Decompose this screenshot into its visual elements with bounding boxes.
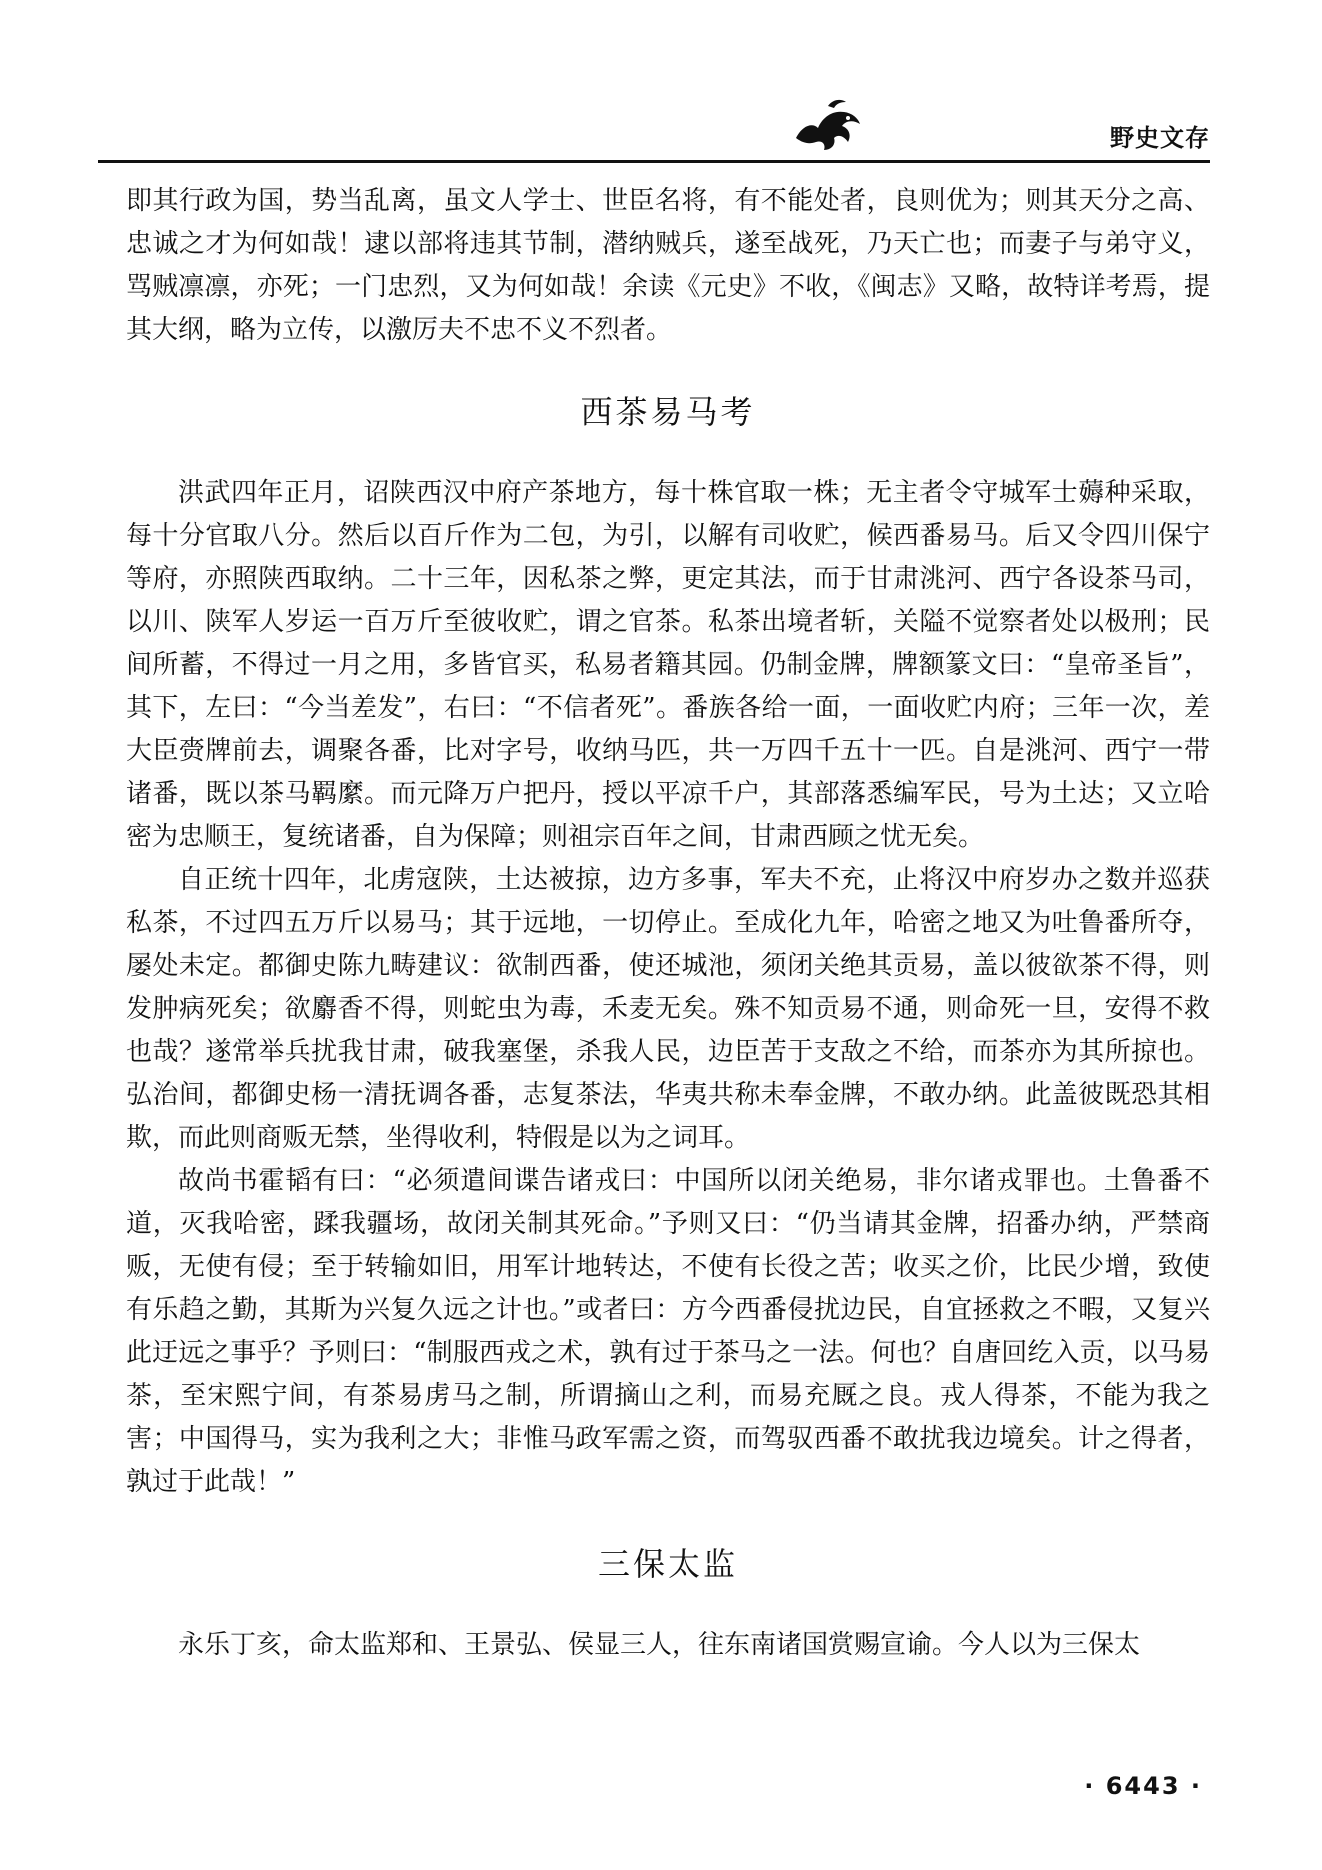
page-number: · 6443 · [1084, 1772, 1202, 1800]
main-text [126, 180, 1210, 1667]
header-rule [98, 160, 1210, 163]
page-header [98, 96, 1210, 156]
series-title: 野史文存 [1110, 124, 1210, 152]
intro-paragraph: 即其行政为国，势当乱离，虽文人学士、世臣名将，有不能处者，良则优为；则其天分之高、忠诚之才为何如哉！逮以部将违其节制，潜纳贼兵，遂至战死，乃天亡也；而妻子与弟守义，骂贼凛凛，亦死；一门忠烈，又为何如哉！余读《元史》不收，《闽志》又略，故特详考焉，提其大纲，略为立传，以激厉夫不忠不义不烈者。 [126, 186, 1210, 345]
section-title-sanbao: 三保太监 [597, 1545, 738, 1583]
section1-paragraph-3: 故尚书霍韬有曰：“必须遣间谍告诸戎曰：中国所以闭关绝易，非尔诸戎罪也。土鲁番不道，灭我哈密，蹂我疆场，故闭关制其死命。”予则又曰：“仍当请其金牌，招番办纳，严禁商贩，无使有侵；至于转输如旧，用军计地转达，不使有长役之苦；收买之价，比民少增，致使有乐趋之勤，其斯为兴复久远之计也。”或者曰：方今西番侵扰边民，自宜拯救之不暇，又复兴此迂远之事乎？予则曰：“制服西戎之术，孰有过于茶马之一法。何也？自唐回纥入贡，以马易茶，至宋熙宁间，有茶易虏马之制，所谓摘山之利，而易充厩之良。戎人得茶，不能为我之害；中国得马，实为我利之大；非惟马政军需之资，而驾驭西番不敢扰我边境矣。计之得者，孰过于此哉！” [126, 1166, 1210, 1497]
section2-paragraph-1: 永乐丁亥，命太监郑和、王景弘、侯显三人，往东南诸国赏赐宣谕。今人以为三保太 [178, 1630, 1141, 1660]
section1-paragraph-1: 洪武四年正月，诏陕西汉中府产茶地方，每十株官取一株；无主者令守城军士薅种采取，每十分官取八分。然后以百斤作为二包，为引，以解有司收贮，候西番易马。后又令四川保宁等府，亦照陕西取纳。二十三年，因私茶之弊，更定其法，而于甘肃洮河、西宁各设茶马司，以川、陕军人岁运一百万斤至彼收贮，谓之官茶。私茶出境者斩，关隘不觉察者处以极刑；民间所蓄，不得过一月之用，多皆官买，私易者籍其园。仍制金牌，牌额篆文曰：“皇帝圣旨”，其下，左曰：“今当差发”，右曰：“不信者死”。番族各给一面，一面收贮内府；三年一次，差大臣赍牌前去，调聚各番，比对字号，收纳马匹，共一万四千五十一匹。自是洮河、西宁一带诸番，既以茶马羁縻。而元降万户把丹，授以平凉千户，其部落悉编军民，号为土达；又立哈密为忠顺王，复统诸番，自为保障；则祖宗百年之间，甘肃西顾之忧无矣。 [126, 478, 1210, 852]
section1-paragraph-2: 自正统十四年，北虏寇陕，土达被掠，边方多事，军夫不充，止将汉中府岁办之数并巡获私茶，不过四五万斤以易马；其于远地，一切停止。至成化九年，哈密之地又为吐鲁番所夺，屡处未定。都御史陈九畴建议：欲制西番，使还城池，须闭关绝其贡易，盖以彼欲茶不得，则发肿病死矣；欲麝香不得，则蛇虫为毒，禾麦无矣。殊不知贡易不通，则命死一旦，安得不救也哉？遂常举兵扰我甘肃，破我塞堡，杀我人民，边臣苦于支敌之不给，而茶亦为其所掠也。弘治间，都御史杨一清抚调各番，志复茶法，华夷共称未奉金牌，不敢办纳。此盖彼既恐其相欺，而此则商贩无禁，坐得收利，特假是以为之词耳。 [126, 865, 1210, 1153]
dragon-logo-icon [788, 96, 868, 156]
section-title-tea-horse: 西茶易马考 [580, 393, 756, 431]
